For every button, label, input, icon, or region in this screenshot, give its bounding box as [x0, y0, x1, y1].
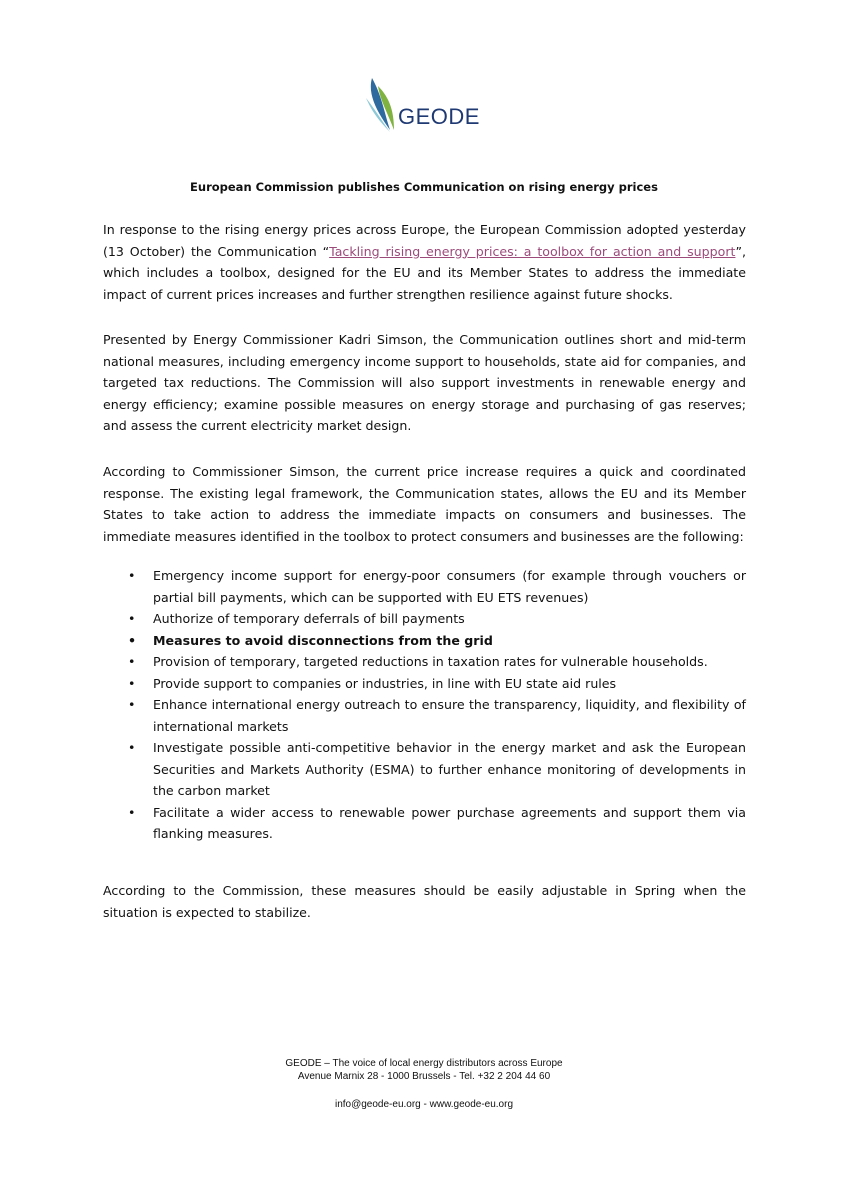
- intro-text-start: In response to the rising energy prices across Europe, the European Commission adopted yesterday (13 October) the Communication “: [103, 222, 746, 259]
- bullet-icon: •: [128, 611, 136, 626]
- list-item: • Authorize of temporary deferrals of bill payments: [103, 608, 746, 630]
- page-title: European Commission publishes Communication on rising energy prices: [190, 180, 658, 194]
- list-item: • Provide support to companies or industries, in line with EU state aid rules: [103, 673, 746, 695]
- list-item: • Enhance international energy outreach to ensure the transparency, liquidity, and flexibility of international markets: [103, 694, 746, 737]
- footer-address: Avenue Marnix 28 - 1000 Brussels - Tel. +32 2 204 44 60: [297, 1071, 551, 1082]
- geode-logo: [364, 78, 494, 134]
- footer-contact: info@geode-eu.org - www.geode-eu.org: [334, 1099, 514, 1110]
- communication-link[interactable]: Tackling rising energy prices: a toolbox for action and support: [329, 243, 736, 259]
- paragraph-conclusion: According to the Commission, these measures should be easily adjustable in Spring when the situation is expected to stabilize.: [103, 883, 746, 920]
- list-item: • Facilitate a wider access to renewable power purchase agreements and support them via flanking measures.: [103, 802, 746, 845]
- bullet-icon: •: [128, 740, 136, 755]
- intro-text-end: ”, which includes a toolbox, designed for the EU and its Member States to address the immediate impact of current prices increases and further strengthen resilience against future shocks.: [103, 243, 746, 302]
- list-item: • Investigate possible anti-competitive behavior in the energy market and ask the European Securities and Markets Authority (ESMA) to further enhance monitoring of developments in the carbon market: [103, 737, 746, 802]
- footer-tagline: GEODE – The voice of local energy distributors across Europe: [285, 1058, 563, 1069]
- bullet-icon: •: [128, 568, 136, 583]
- paragraph-simson: Presented by Energy Commissioner Kadri Simson, the Communication outlines short and mid-term national measures, including emergency income support to households, state aid for companies, and targeted tax reductions. The Commission will also support investments in renewable energy and energy efficiency; examine possible measures on energy storage and purchasing of gas reserves; and assess the current electricity market design.: [103, 332, 746, 433]
- list-item: • Provision of temporary, targeted reductions in taxation rates for vulnerable households.: [103, 651, 746, 673]
- bullet-icon: •: [128, 697, 136, 712]
- bullet-icon: •: [128, 654, 136, 669]
- measures-list: [103, 565, 746, 845]
- paragraph-intro: [103, 219, 746, 305]
- bullet-icon: •: [128, 675, 136, 691]
- bullet-icon: •: [128, 632, 137, 648]
- list-item: • Measures to avoid disconnections from the grid: [103, 630, 746, 652]
- paragraph-framework: According to Commissioner Simson, the current price increase requires a quick and coordinated response. The existing legal framework, the Communication states, allows the EU and its Member States to take action to address the immediate impacts on consumers and businesses. The immediate measures identified in the toolbox to protect consumers and businesses are the following:: [103, 464, 746, 544]
- bullet-icon: •: [128, 804, 136, 820]
- logo-text: GEODE: [398, 104, 480, 129]
- list-item: • Emergency income support for energy-poor consumers (for example through vouchers or partial bill payments, which can be supported with EU ETS revenues): [103, 565, 746, 608]
